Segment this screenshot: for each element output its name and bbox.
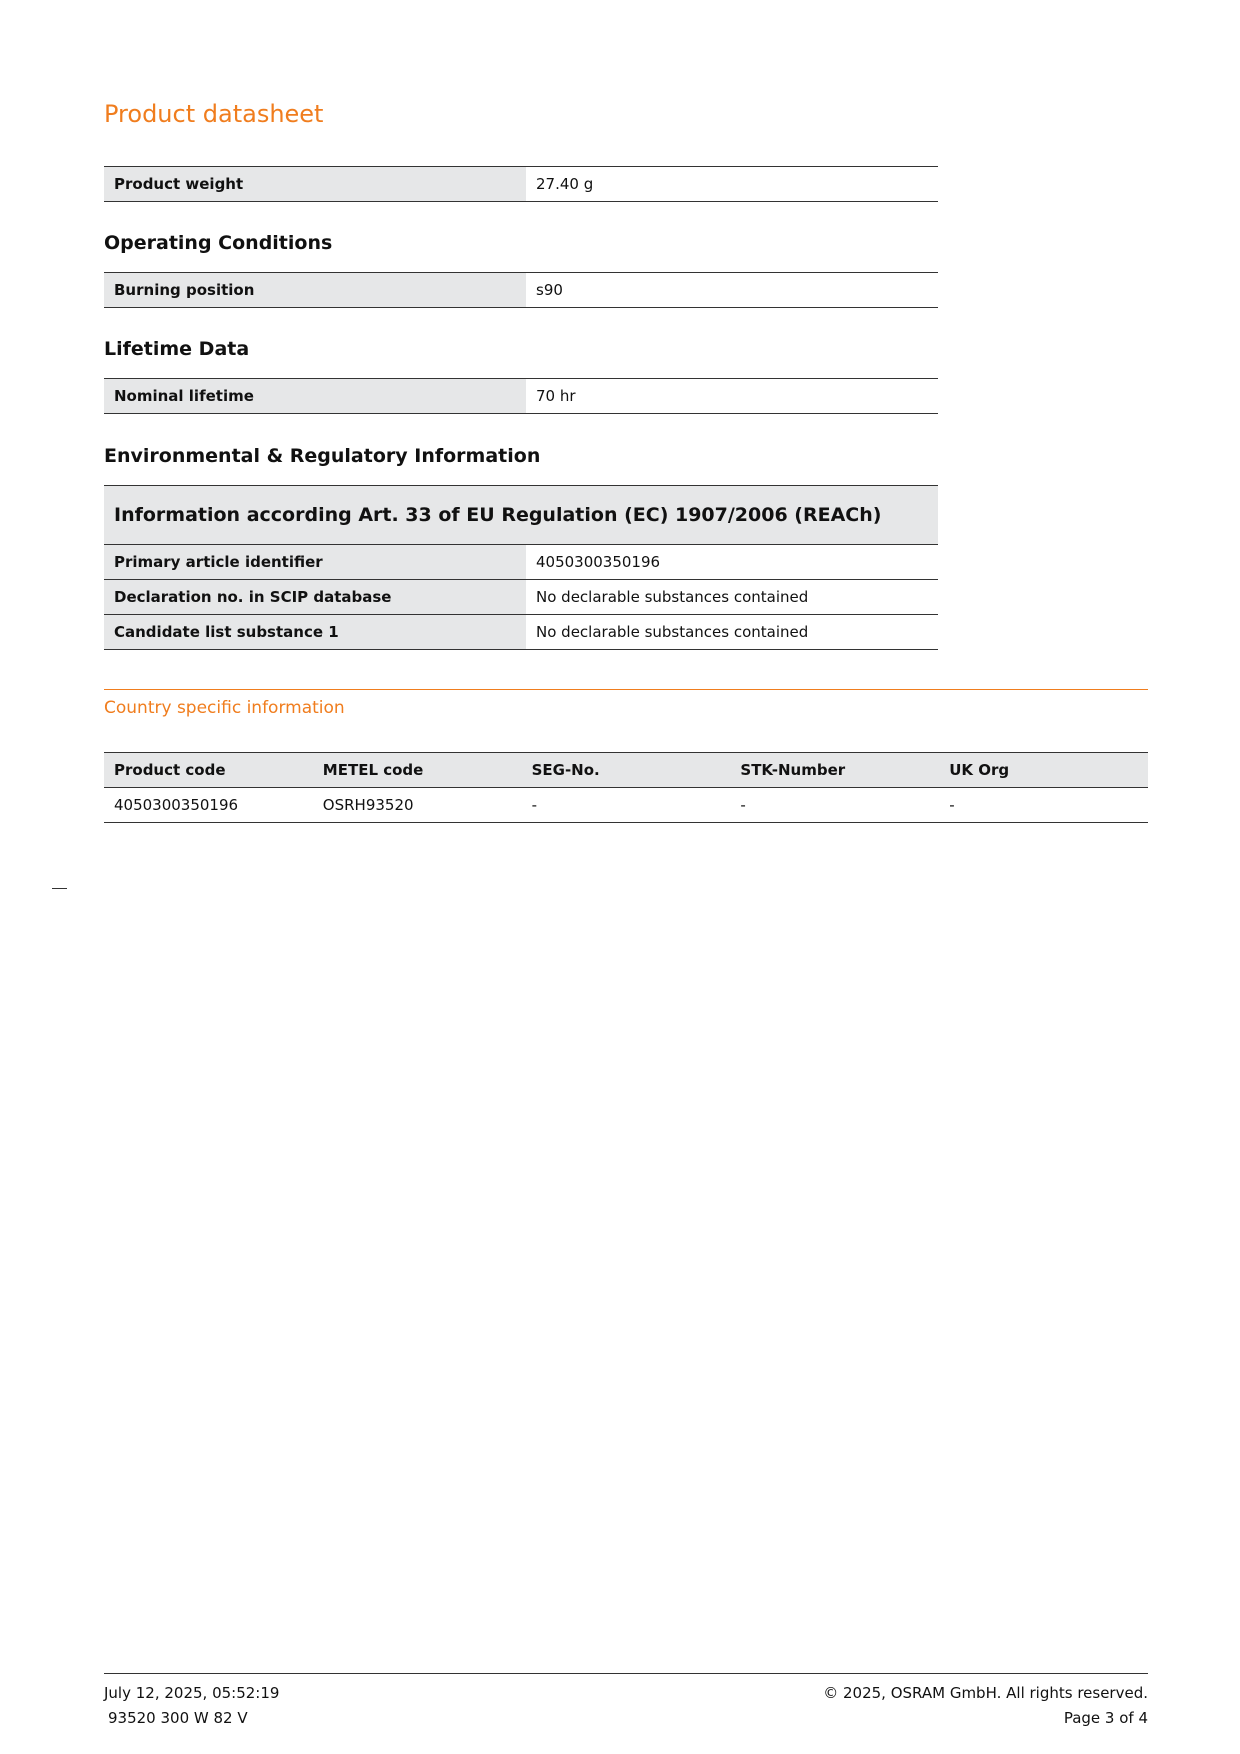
cell-stk-number: -	[730, 788, 939, 823]
scip-declaration-value: No declarable substances contained	[526, 580, 938, 615]
table-header-row	[104, 753, 1148, 788]
table-row	[104, 580, 938, 615]
lifetime-data-table	[104, 378, 938, 414]
column-header-seg-no: SEG-No.	[522, 753, 731, 788]
section-divider	[104, 689, 1148, 690]
footer-product-name: 93520 300 W 82 V	[108, 1709, 248, 1727]
reach-table	[104, 485, 938, 650]
burning-position-value: s90	[526, 273, 938, 308]
cell-product-code: 4050300350196	[104, 788, 313, 823]
table-row	[104, 379, 938, 414]
table-row	[104, 273, 938, 308]
nominal-lifetime-value: 70 hr	[526, 379, 938, 414]
scip-declaration-label: Declaration no. in SCIP database	[104, 580, 526, 615]
reach-table-heading: Information according Art. 33 of EU Regulation (EC) 1907/2006 (REACh)	[104, 486, 938, 545]
environmental-heading: Environmental & Regulatory Information	[104, 445, 541, 467]
table-row	[104, 788, 1148, 823]
country-specific-heading: Country specific information	[104, 698, 345, 718]
page-title: Product datasheet	[104, 100, 324, 128]
product-weight-table	[104, 166, 938, 202]
burning-position-label: Burning position	[104, 273, 526, 308]
nominal-lifetime-label: Nominal lifetime	[104, 379, 526, 414]
operating-conditions-heading: Operating Conditions	[104, 232, 333, 254]
fold-mark	[52, 888, 67, 889]
cell-metel-code: OSRH93520	[313, 788, 522, 823]
table-row	[104, 167, 938, 202]
product-weight-value: 27.40 g	[526, 167, 938, 202]
table-row	[104, 615, 938, 650]
primary-article-identifier-label: Primary article identifier	[104, 545, 526, 580]
cell-uk-org: -	[939, 788, 1148, 823]
operating-conditions-table	[104, 272, 938, 308]
footer-page-number: Page 3 of 4	[1063, 1709, 1148, 1727]
footer-timestamp: July 12, 2025, 05:52:19	[104, 1684, 280, 1702]
column-header-stk-number: STK-Number	[730, 753, 939, 788]
footer-divider	[104, 1673, 1148, 1674]
cell-seg-no: -	[522, 788, 731, 823]
candidate-list-substance-label: Candidate list substance 1	[104, 615, 526, 650]
country-specific-table	[104, 752, 1148, 823]
footer-copyright: © 2025, OSRAM GmbH. All rights reserved.	[823, 1684, 1148, 1702]
column-header-product-code: Product code	[104, 753, 313, 788]
table-row	[104, 545, 938, 580]
candidate-list-substance-value: No declarable substances contained	[526, 615, 938, 650]
column-header-uk-org: UK Org	[939, 753, 1148, 788]
product-weight-label: Product weight	[104, 167, 526, 202]
lifetime-data-heading: Lifetime Data	[104, 338, 250, 360]
column-header-metel-code: METEL code	[313, 753, 522, 788]
primary-article-identifier-value: 4050300350196	[526, 545, 938, 580]
table-header-row	[104, 486, 938, 545]
